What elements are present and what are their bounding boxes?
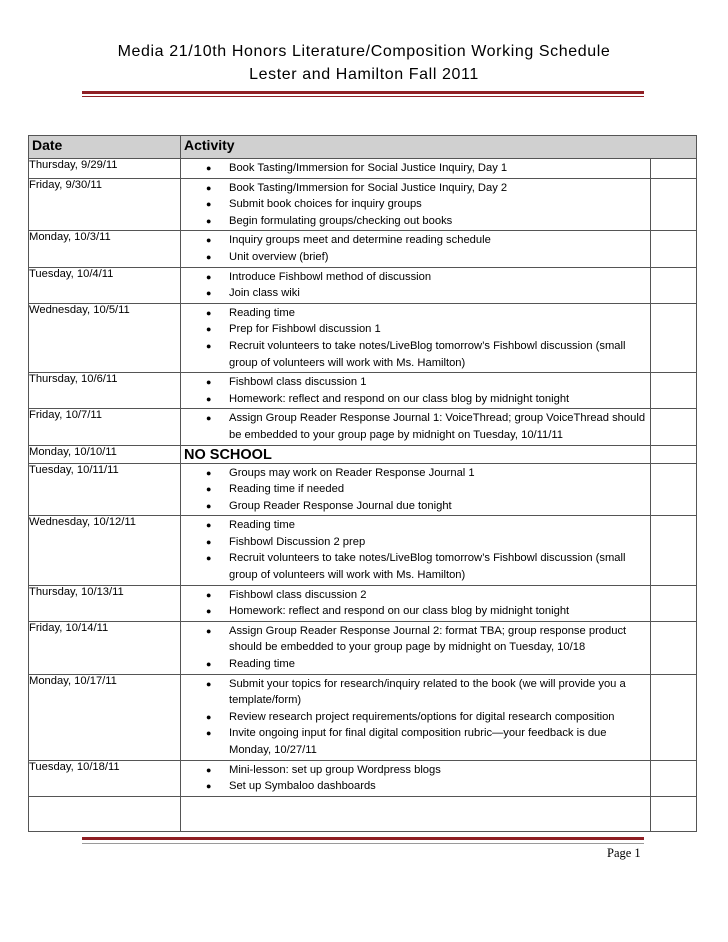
- row-activities: [181, 621, 651, 674]
- activity-text: Homework: reflect and respond on our class blog by midnight tonight: [229, 392, 570, 405]
- row-gap: [651, 516, 697, 585]
- activity-text: Fishbowl class discussion 1: [229, 376, 367, 389]
- row-activities: [181, 303, 651, 372]
- row-date: Friday, 10/14/11: [29, 621, 181, 674]
- table-row: [29, 674, 697, 760]
- row-activities: [181, 373, 651, 409]
- activity-text: Book Tasting/Immersion for Social Justice Inquiry, Day 1: [229, 162, 508, 174]
- activity-text: Begin formulating groups/checking out books: [229, 214, 453, 227]
- activity-list: [181, 675, 650, 760]
- row-date: Tuesday, 10/4/11: [29, 267, 181, 303]
- bullet-icon: ●: [206, 235, 212, 246]
- table-row: [29, 463, 697, 516]
- row-activities: [181, 585, 651, 621]
- list-item: [181, 465, 650, 482]
- bullet-icon: ●: [206, 678, 212, 689]
- row-gap: [651, 409, 697, 445]
- list-item: [181, 762, 650, 779]
- list-item: [181, 285, 650, 302]
- list-item: [181, 249, 650, 266]
- row-gap: [651, 159, 697, 179]
- row-activities: [181, 674, 651, 760]
- activity-text: Prep for Fishbowl discussion 1: [229, 323, 381, 336]
- document-title: Media 21/10th Honors Literature/Composition Working Schedule: [117, 43, 611, 60]
- list-item: [181, 374, 650, 391]
- bullet-icon: ●: [206, 324, 212, 335]
- activity-list: [181, 409, 650, 444]
- row-date: Tuesday, 10/18/11: [29, 760, 181, 796]
- activity-text: Fishbowl Discussion 2 prep: [229, 535, 366, 548]
- date-column-header: Date: [29, 136, 181, 159]
- row-date: Wednesday, 10/5/11: [29, 303, 181, 372]
- row-gap: [651, 178, 697, 231]
- row-gap: [651, 445, 697, 463]
- activity-column-header: Activity: [181, 136, 697, 159]
- bullet-icon: ●: [206, 215, 212, 226]
- bullet-icon: ●: [206, 413, 212, 424]
- activity-text: Submit book choices for inquiry groups: [229, 198, 422, 211]
- row-activities: [181, 231, 651, 267]
- table-row: [29, 516, 697, 585]
- row-gap: [651, 267, 697, 303]
- activity-text: Recruit volunteers to take notes/LiveBlog tomorrow’s Fishbowl discussion (small group of volunteers will work with Ms. Hamilton): [229, 552, 626, 582]
- row-gap: [651, 585, 697, 621]
- bullet-icon: ●: [206, 377, 212, 388]
- activity-text: Fishbowl class discussion 2: [229, 588, 367, 601]
- list-item: [181, 269, 650, 286]
- table-row: [29, 178, 697, 231]
- list-item: [181, 778, 650, 795]
- list-item: [181, 160, 650, 177]
- table-row: [29, 303, 697, 372]
- bullet-icon: ●: [206, 711, 212, 722]
- list-item: [181, 709, 650, 726]
- activity-text: Reading time: [229, 519, 295, 532]
- bullet-icon: ●: [206, 520, 212, 531]
- list-item: [181, 481, 650, 498]
- bullet-icon: ●: [206, 251, 212, 262]
- bullet-icon: ●: [206, 764, 212, 775]
- row-activities: [181, 159, 651, 179]
- row-gap: [651, 674, 697, 760]
- activity-list: [181, 622, 650, 674]
- row-gap: [651, 373, 697, 409]
- list-item: [181, 391, 650, 408]
- bullet-icon: ●: [206, 500, 212, 511]
- schedule-table: [28, 135, 697, 832]
- activity-list: [181, 373, 650, 408]
- empty-cell: [181, 796, 651, 831]
- activity-text: Join class wiki: [229, 287, 300, 300]
- bullet-icon: ●: [206, 467, 212, 478]
- row-activities: [181, 463, 651, 516]
- activity-text: Homework: reflect and respond on our class blog by midnight tonight: [229, 605, 570, 618]
- list-item: [181, 587, 650, 604]
- list-item: [181, 517, 650, 534]
- bullet-icon: ●: [206, 199, 212, 210]
- header-rule-thin: [82, 96, 644, 97]
- schedule-body: [29, 159, 697, 832]
- list-item: [181, 534, 650, 551]
- bullet-icon: ●: [206, 163, 212, 173]
- row-gap: [651, 463, 697, 516]
- bullet-icon: ●: [206, 536, 212, 547]
- table-header-row: [29, 136, 697, 159]
- activity-text: Unit overview (brief): [229, 250, 329, 263]
- row-date: Monday, 10/3/11: [29, 231, 181, 267]
- bullet-icon: ●: [206, 393, 212, 404]
- row-date: Monday, 10/10/11: [29, 445, 181, 463]
- bullet-icon: ●: [206, 606, 212, 617]
- row-date: Thursday, 10/6/11: [29, 373, 181, 409]
- list-item: [181, 498, 650, 515]
- table-row: [29, 373, 697, 409]
- row-date: Friday, 10/7/11: [29, 409, 181, 445]
- row-gap: [651, 303, 697, 372]
- row-gap: [651, 621, 697, 674]
- activity-text: Introduce Fishbowl method of discussion: [229, 270, 432, 283]
- row-date: Thursday, 9/29/11: [29, 159, 181, 179]
- row-date: Thursday, 10/13/11: [29, 585, 181, 621]
- list-item: [181, 410, 650, 443]
- activity-text: Assign Group Reader Response Journal 1: VoiceThread; group VoiceThread should be embedded to your group page by midnight on Tuesday, 10/11/11: [229, 412, 646, 441]
- list-item: [181, 305, 650, 322]
- activity-text: Reading time: [229, 658, 295, 671]
- bullet-icon: ●: [206, 659, 212, 670]
- list-item: [181, 232, 650, 249]
- row-date: Friday, 9/30/11: [29, 178, 181, 231]
- empty-cell: [651, 796, 697, 831]
- row-activities: [181, 267, 651, 303]
- activity-list: [181, 586, 650, 621]
- bullet-icon: ●: [206, 288, 212, 299]
- bullet-icon: ●: [206, 589, 212, 600]
- activity-text: Group Reader Response Journal due tonight: [229, 499, 452, 512]
- bullet-icon: ●: [206, 307, 212, 318]
- list-item: [181, 196, 650, 213]
- bullet-icon: ●: [206, 182, 212, 193]
- activity-text: Reading time if needed: [229, 483, 345, 496]
- bullet-icon: ●: [206, 340, 212, 351]
- bullet-icon: ●: [206, 271, 212, 282]
- row-date: Monday, 10/17/11: [29, 674, 181, 760]
- no-school-label: NO SCHOOL: [184, 446, 272, 463]
- table-row: [29, 760, 697, 796]
- header-rule-thick: [82, 91, 644, 94]
- bullet-icon: ●: [206, 781, 212, 792]
- list-item: [181, 656, 650, 673]
- list-item: [181, 550, 650, 583]
- row-activities: [181, 409, 651, 445]
- activity-text: Groups may work on Reader Response Journal 1: [229, 466, 475, 479]
- list-item: [181, 725, 650, 758]
- activity-list: [181, 231, 650, 266]
- list-item: [181, 213, 650, 230]
- bullet-icon: ●: [206, 728, 212, 739]
- activity-text: Mini-lesson: set up group Wordpress blogs: [229, 763, 441, 776]
- row-activities: [181, 516, 651, 585]
- list-item: [181, 603, 650, 620]
- activity-text: Reading time: [229, 306, 295, 319]
- activity-list: [181, 159, 650, 178]
- list-item: [181, 180, 650, 197]
- bullet-icon: ●: [206, 625, 212, 636]
- row-date: Tuesday, 10/11/11: [29, 463, 181, 516]
- footer-rule-thick: [82, 837, 644, 840]
- footer-rule-thin: [82, 843, 644, 844]
- list-item: [181, 338, 650, 371]
- activity-list: [181, 268, 650, 303]
- activity-list: [181, 464, 650, 516]
- table-row: [29, 621, 697, 674]
- row-date: Wednesday, 10/12/11: [29, 516, 181, 585]
- activity-list: [181, 761, 650, 796]
- document-subtitle: Lester and Hamilton Fall 2011: [249, 66, 479, 83]
- activity-text: Recruit volunteers to take notes/LiveBlog tomorrow’s Fishbowl discussion (small group of volunteers will work with Ms. Hamilton): [229, 339, 626, 369]
- table-row: [29, 585, 697, 621]
- bullet-icon: ●: [206, 484, 212, 495]
- bullet-icon: ●: [206, 553, 212, 564]
- empty-row: [29, 796, 697, 831]
- list-item: [181, 321, 650, 338]
- activity-text: Set up Symbaloo dashboards: [229, 780, 376, 793]
- list-item: [181, 676, 650, 709]
- activity-text: Review research project requirements/options for digital research composition: [229, 710, 615, 723]
- activity-text: Invite ongoing input for final digital composition rubric—your feedback is due Monday, 10/27/11: [229, 727, 607, 756]
- activity-text: Submit your topics for research/inquiry related to the book (we will provide you a template/form): [229, 677, 626, 707]
- row-gap: [651, 760, 697, 796]
- row-gap: [651, 231, 697, 267]
- activity-list: [181, 179, 650, 231]
- empty-cell: [29, 796, 181, 831]
- activity-text: Inquiry groups meet and determine reading schedule: [229, 234, 491, 247]
- activity-text: Assign Group Reader Response Journal 2: format TBA; group response product should be embedded to your group page by midnight on Tuesday, 10/18: [229, 624, 627, 654]
- table-row: [29, 267, 697, 303]
- list-item: [181, 623, 650, 656]
- table-row: [29, 445, 697, 463]
- row-activities: [181, 178, 651, 231]
- table-row: [29, 159, 697, 179]
- row-activities: [181, 760, 651, 796]
- table-row: [29, 409, 697, 445]
- activity-list: [181, 516, 650, 584]
- activity-text: Book Tasting/Immersion for Social Justice Inquiry, Day 2: [229, 181, 508, 194]
- row-activities: [181, 445, 651, 463]
- activity-list: [181, 304, 650, 372]
- page-number: Page 1: [607, 846, 641, 860]
- table-row: [29, 231, 697, 267]
